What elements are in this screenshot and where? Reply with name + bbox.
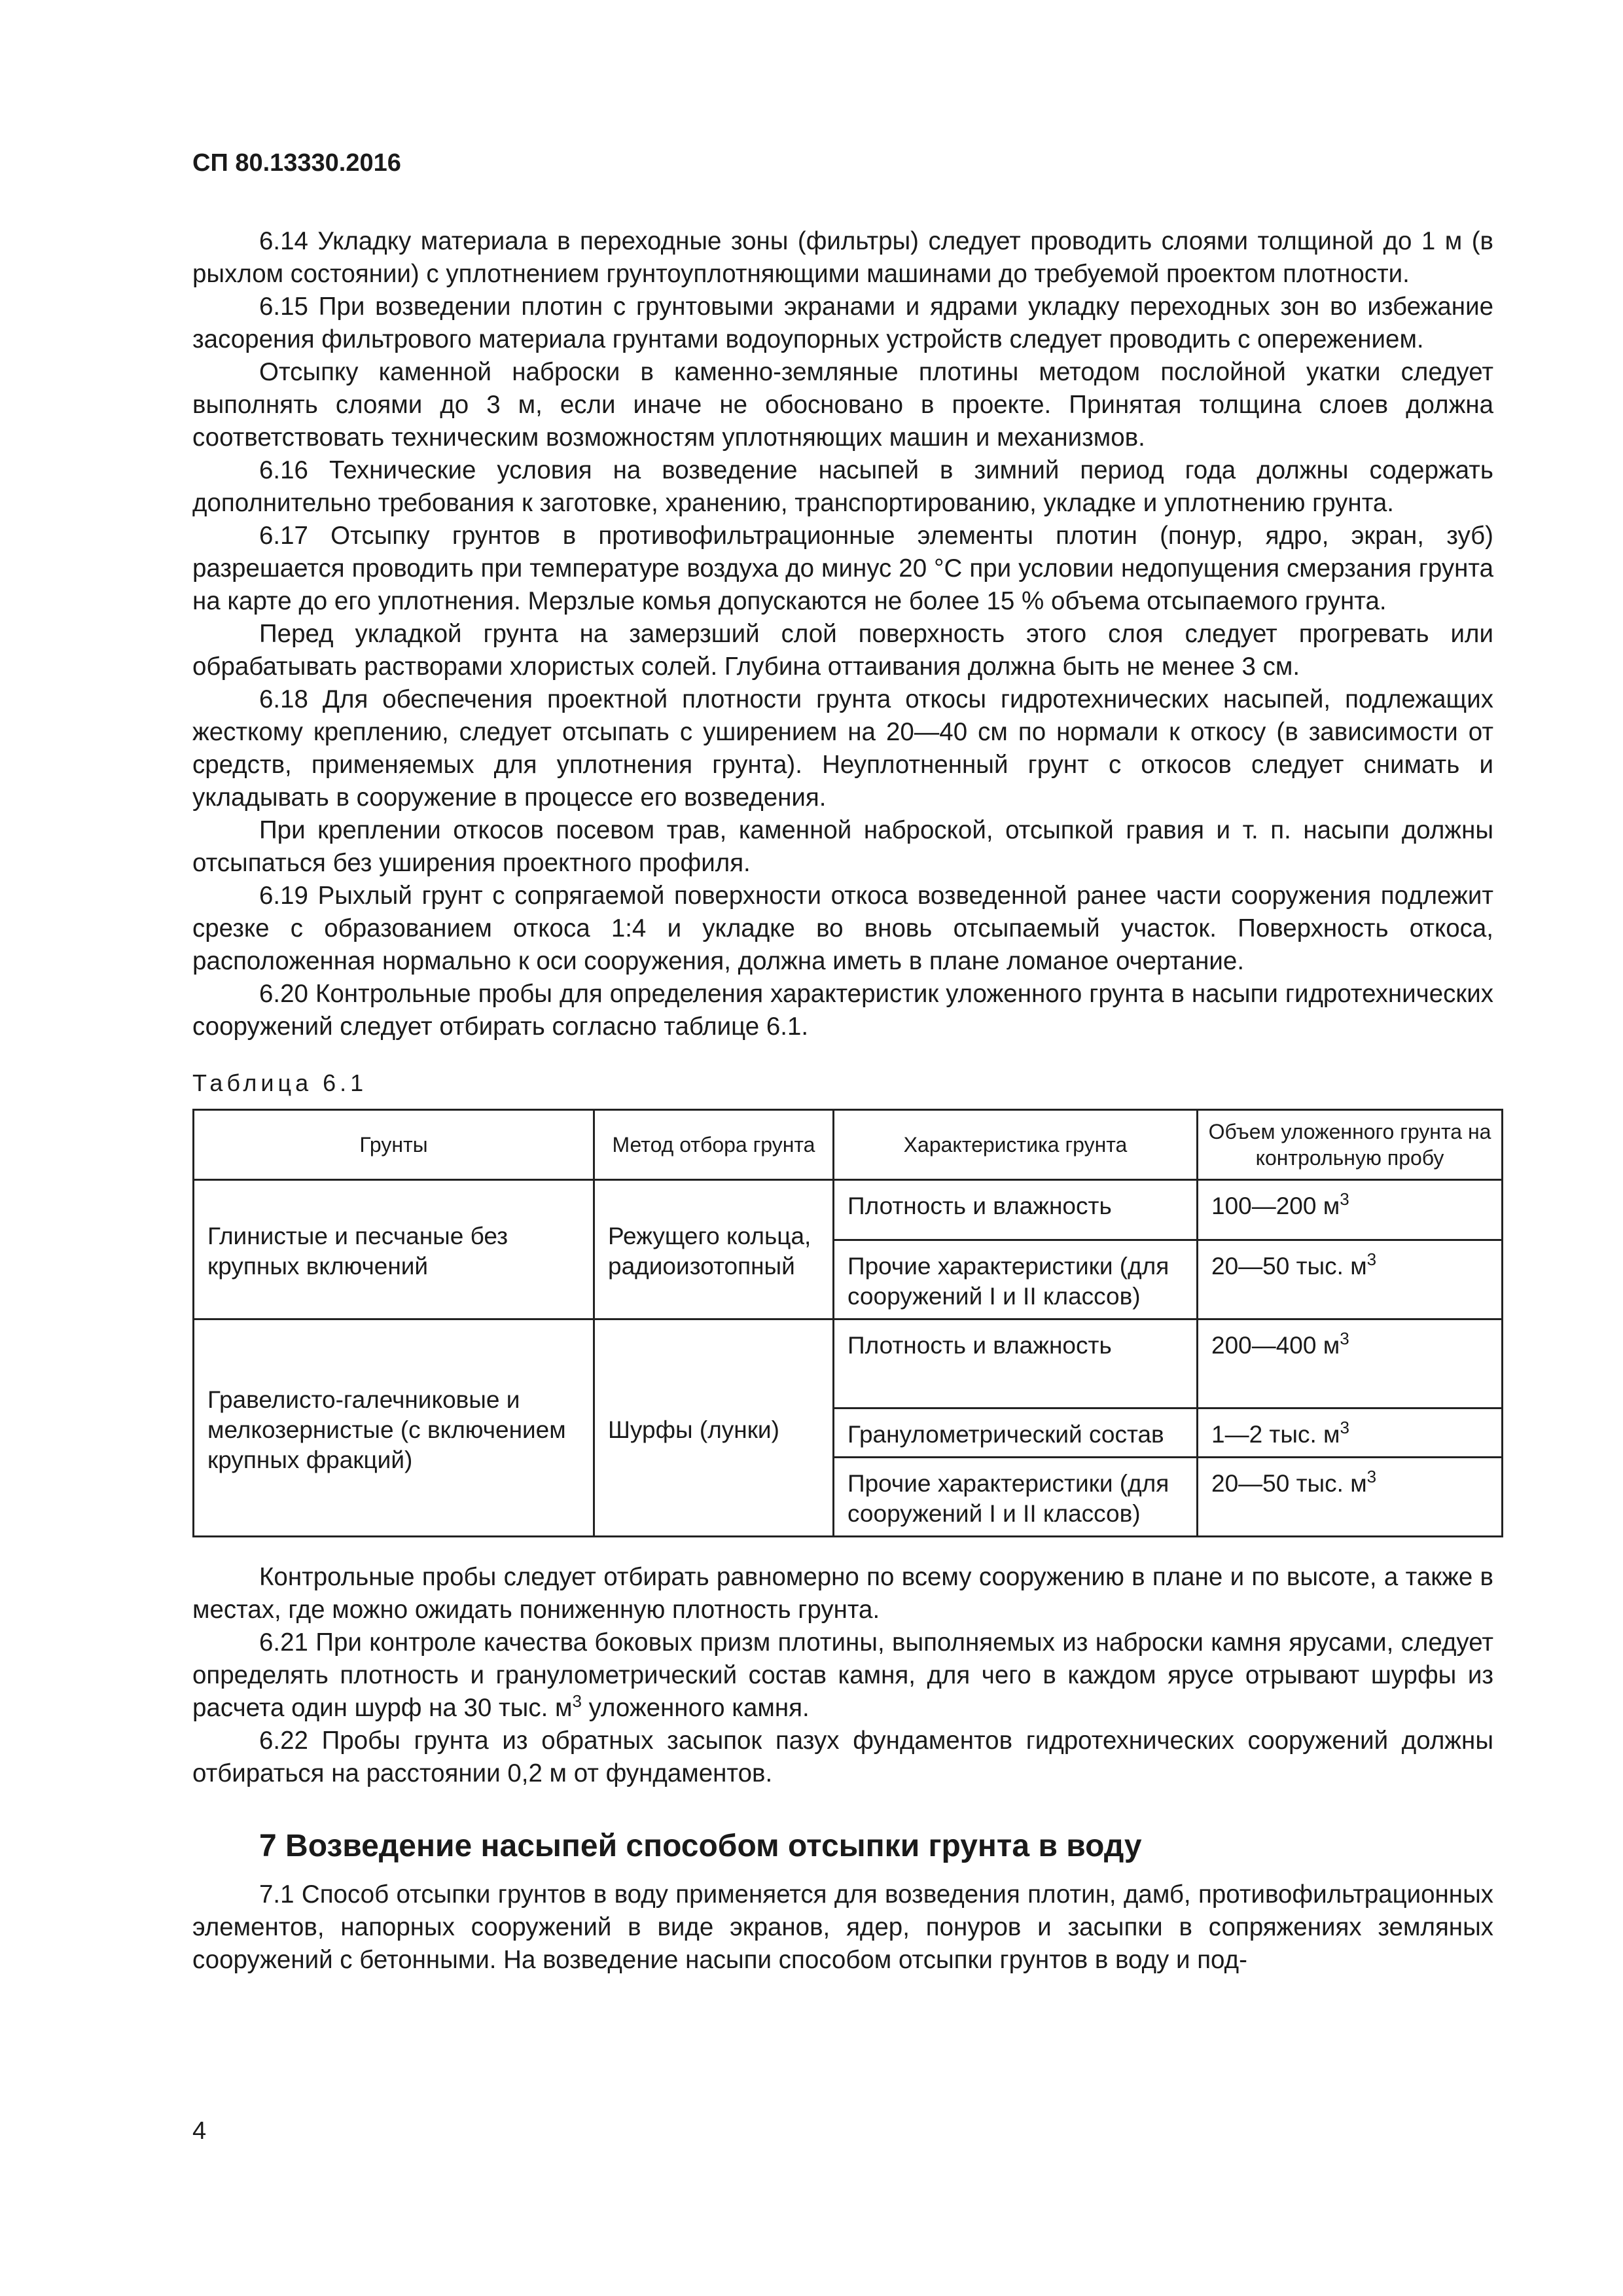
table-row — [194, 1180, 1503, 1240]
header-soils: Грунты — [194, 1110, 594, 1180]
paragraph-7-1: 7.1 Способ отсыпки грунтов в воду применяется для возведения плотин, дамб, противофильтрационных элементов, напорных сооружений в виде экранов, ядер, понуров и засыпки в сопряжениях земляных сооружений с бетонными. На возведение насыпи способом отсыпки грунтов в воду и под- — [192, 1880, 1493, 1974]
table-6-1 — [192, 1109, 1503, 1537]
paragraph-rockfill: Отсыпку каменной наброски в каменно-земляные плотины методом послойной укатки следует выполнять слоями до 3 м, если иначе не обосновано в проекте. Принятая толщина слоев должна соответствовать техническим возможностям уплотняющих машин и механизмов. — [192, 358, 1493, 452]
paragraph-text-tail: уложенного камня. — [581, 1694, 810, 1722]
paragraph-6-17: 6.17 Отсыпку грунтов в противофильтрационные элементы плотин (понур, ядро, экран, зуб) разрешается проводить при температуре воздуха до минус 20 °С при условии недопущения смерзания грунта на карте до его уплотнения. Мерзлые комья допускаются не более 15 % объема отсыпаемого грунта. — [192, 522, 1493, 615]
table-header-row — [194, 1110, 1503, 1180]
document-code-header: СП 80.13330.2016 — [192, 149, 401, 177]
unit-exponent: 3 — [572, 1691, 582, 1711]
paragraph-6-20: 6.20 Контрольные пробы для определения характеристик уложенного грунта в насыпи гидротехнических сооружений следует отбирать согласно таблице 6.1. — [192, 980, 1493, 1041]
characteristic-cell: Плотность и влажность — [834, 1180, 1198, 1240]
page-number: 4 — [192, 2117, 207, 2145]
soil-cell: Гравелисто-галечниковые и мелкозернистые (с включением крупных фракций) — [194, 1319, 594, 1537]
characteristic-cell: Прочие характеристики (для сооружений I и II классов) — [834, 1458, 1198, 1537]
volume-unit-exponent: 3 — [1366, 1249, 1377, 1269]
paragraph-6-19: 6.19 Рыхлый грунт с сопрягаемой поверхности откоса возведенной ранее части сооружения подлежит срезке с образованием откоса 1:4 и укладке во вновь отсыпаемый участок. Поверхность откоса, расположенная нормально к оси сооружения, должна иметь в плане ломаное очертание. — [192, 882, 1493, 975]
paragraph-slope-fixing: При креплении откосов посевом трав, каменной наброской, отсыпкой гравия и т. п. насыпи должны отсыпаться без уширения проектного профиля. — [192, 816, 1493, 877]
paragraph-6-14: 6.14 Укладку материала в переходные зоны (фильтры) следует проводить слоями толщиной до 1 м (в рыхлом состоянии) с уплотнением грунтоуплотняющими машинами до требуемой проектом плотности. — [192, 227, 1493, 288]
volume-cell — [1198, 1458, 1503, 1537]
characteristic-cell: Гранулометрический состав — [834, 1408, 1198, 1458]
method-cell: Режущего кольца, радиоизотопный — [594, 1180, 834, 1319]
header-soil-characteristic: Характеристика грунта — [834, 1110, 1198, 1180]
paragraph-6-21 — [192, 1626, 1493, 1725]
paragraph-6-16: 6.16 Технические условия на возведение насыпей в зимний период года должны содержать дополнительно требования к заготовке, хранению, транспортированию, укладке и уплотнению грунта. — [192, 456, 1493, 517]
paragraph-6-18: 6.18 Для обеспечения проектной плотности грунта откосы гидротехнических насыпей, подлежащих жесткому креплению, следует отсыпать с уширением на 20—40 см по нормали к откосу (в зависимости от средств, применяемых для уплотнения грунта). Неуплотненный грунт с откосов следует снимать и укладывать в сооружение в процессе его возведения. — [192, 685, 1493, 812]
volume-cell — [1198, 1240, 1503, 1319]
volume-value: 20—50 тыс. м — [1211, 1470, 1367, 1497]
volume-unit-exponent: 3 — [1340, 1189, 1349, 1209]
section-7-heading: 7 Возведение насыпей способом отсыпки грунта в воду — [259, 1829, 1142, 1863]
paragraph-6-15: 6.15 При возведении плотин с грунтовыми экранами и ядрами укладку переходных зон во избежание засорения фильтрового материала грунтами водоупорных устройств следует проводить с опережением. — [192, 293, 1493, 353]
volume-value: 200—400 м — [1211, 1332, 1340, 1359]
volume-unit-exponent: 3 — [1340, 1418, 1349, 1437]
volume-value: 20—50 тыс. м — [1211, 1253, 1367, 1280]
volume-cell — [1198, 1408, 1503, 1458]
soil-cell: Глинистые и песчаные без крупных включений — [194, 1180, 594, 1319]
table-caption: Таблица 6.1 — [192, 1069, 368, 1096]
paragraph-6-22: 6.22 Пробы грунта из обратных засыпок пазух фундаментов гидротехнических сооружений должны отбираться на расстоянии 0,2 м от фундаментов. — [192, 1727, 1493, 1787]
header-sampling-method: Метод отбора грунта — [594, 1110, 834, 1180]
volume-value: 1—2 тыс. м — [1211, 1421, 1340, 1448]
volume-unit-exponent: 3 — [1340, 1329, 1349, 1348]
volume-cell — [1198, 1319, 1503, 1408]
table-row — [194, 1319, 1503, 1408]
characteristic-cell: Прочие характеристики (для сооружений I и II классов) — [834, 1240, 1198, 1319]
paragraph-control-samples: Контрольные пробы следует отбирать равномерно по всему сооружению в плане и по высоте, а также в местах, где можно ожидать пониженную плотность грунта. — [192, 1563, 1493, 1624]
characteristic-cell: Плотность и влажность — [834, 1319, 1198, 1408]
page-body — [192, 225, 1493, 1977]
volume-value: 100—200 м — [1211, 1193, 1340, 1219]
volume-unit-exponent: 3 — [1366, 1467, 1377, 1486]
paragraph-text: 6.21 При контроле качества боковых призм плотины, выполняемых из наброски камня ярусами, следует определять плотность и гранулометрический состав камня, для чего в каждом ярусе отрывают шурфы из расчета один шурф на 30 тыс. м — [192, 1628, 1493, 1722]
method-cell: Шурфы (лунки) — [594, 1319, 834, 1537]
paragraph-frozen-layer: Перед укладкой грунта на замерзший слой поверхность этого слоя следует прогревать или обрабатывать растворами хлористых солей. Глубина оттаивания должна быть не менее 3 см. — [192, 620, 1493, 681]
header-sample-volume: Объем уложенного грунта на контрольную пробу — [1198, 1110, 1503, 1180]
volume-cell — [1198, 1180, 1503, 1240]
